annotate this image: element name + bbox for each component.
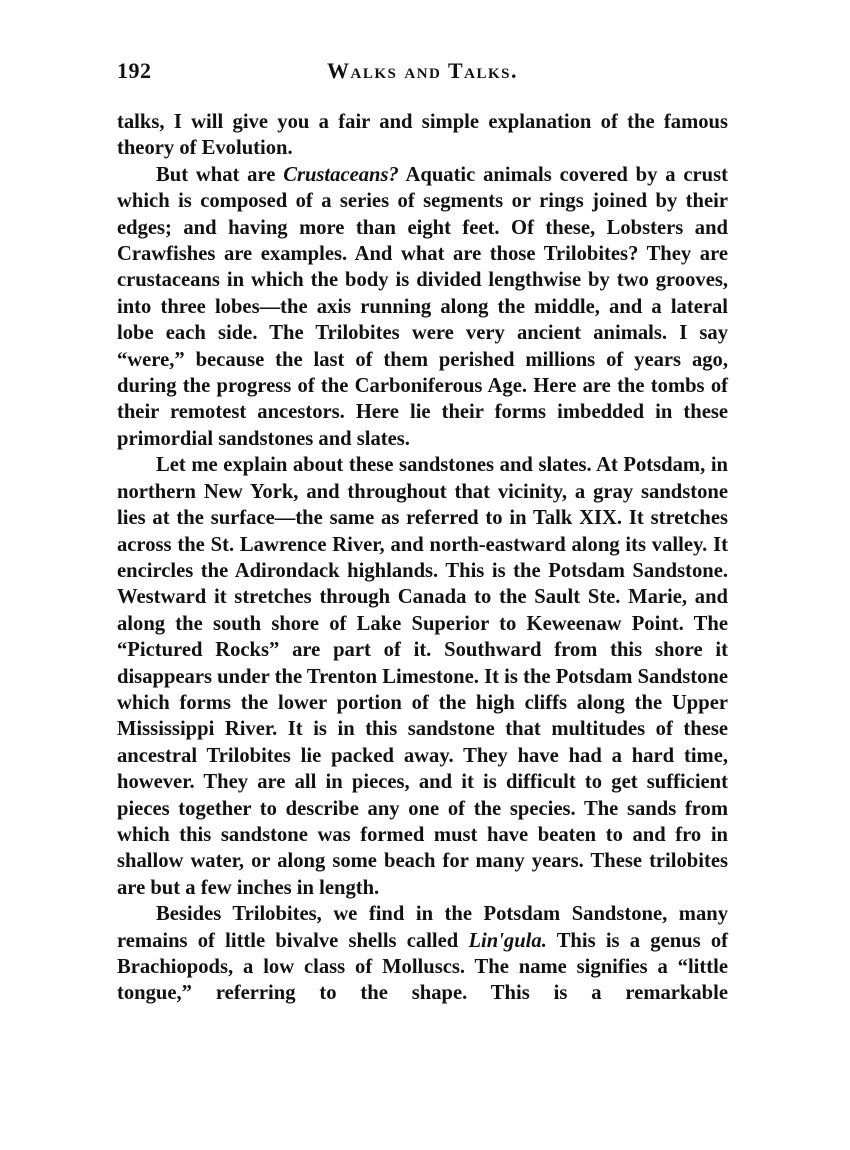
text-run: But what are <box>156 163 284 186</box>
running-head <box>117 58 728 92</box>
text-run: This is a genus of Brachiopods, a low class of Molluscs. The name signifies a “little tongue,” referring to the shape. This is a remarkable <box>117 929 728 1005</box>
paragraph <box>117 109 728 162</box>
text-run: talks, I will give you a fair and simple explanation of the famous theory of Evolution. <box>117 111 728 160</box>
italic-term: Crustaceans? <box>283 163 399 186</box>
paragraph <box>117 901 728 1007</box>
running-title: Walks and Talks. <box>327 58 518 83</box>
paragraph <box>117 162 728 452</box>
text-run: Let me explain about these sandstones and slates. At Potsdam, in northern New York, and throughout that vicinity, a gray sandstone lies at the surface—the same as referred to in Talk XIX. It stretches across the St. Lawrence River, and north-eastward along its valley. It encircles the Adirondack highlands. This is the Potsdam Sandstone. Westward it stretches through Canada to the Sault Ste. Marie, and along the south shore of Lake Superior to Keweenaw Point. The “Pictured Rocks” are part of it. Southward from this shore it disappears under the Trenton Limestone. It is the Potsdam Sandstone which forms the lower portion of the high cliffs along the Upper Mississippi River. It is in this sandstone that multitudes of these ancestral Trilobites lie packed away. They have had a hard time, however. They are all in pieces, and it is difficult to get sufficient pieces together to describe any one of the species. The sands from which this sandstone was formed must have beaten to and fro in shallow water, or along some beach for many years. These trilobites are but a few inches in length. <box>117 454 728 899</box>
italic-term: Lin'gula. <box>468 929 547 952</box>
paragraph <box>117 452 728 901</box>
page-number: 192 <box>117 58 152 83</box>
text-run: Aquatic animals covered by a crust which is composed of a series of segments or rings joined by their edges; and having more than eight feet. Of these, Lobsters and Crawfishes are examples. And what are those Trilobites? They are crustaceans in which the body is divided lengthwise by two grooves, into three lobes—the axis running along the middle, and a lateral lobe each side. The Trilobites were very ancient animals. I say “were,” because the last of them perished millions of years ago, during the progress of the Carboniferous Age. Here are the tombs of their remotest ancestors. Here lie their forms imbedded in these primordial sandstones and slates. <box>117 163 728 450</box>
text-run: Besides Trilobites, we find in the Potsdam Sandstone, many remains of little bivalve shells called <box>117 903 728 952</box>
body-text <box>117 109 728 1007</box>
